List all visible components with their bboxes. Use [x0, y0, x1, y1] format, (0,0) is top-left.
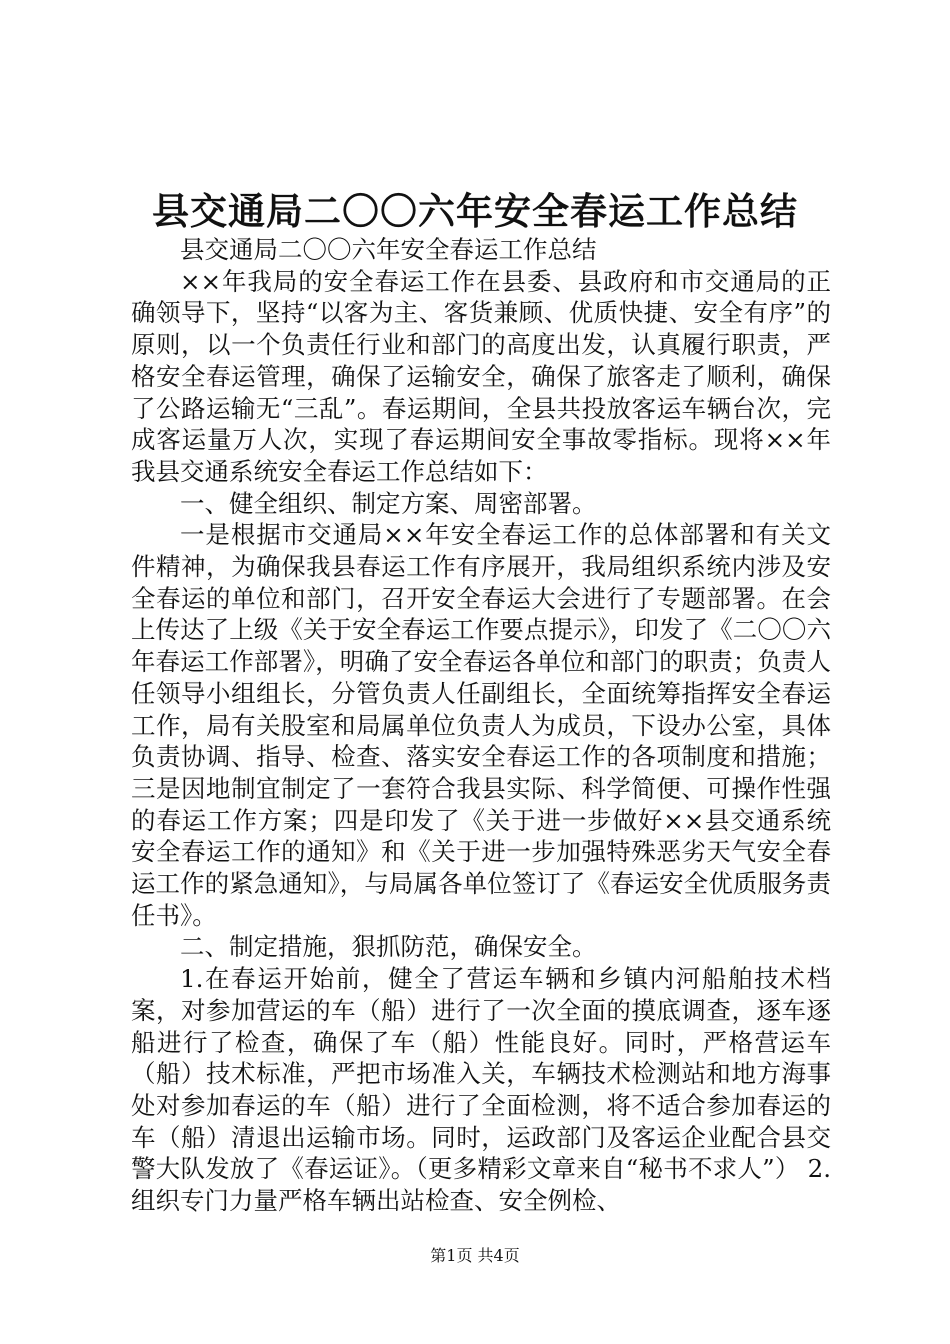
section-heading-1: 一、健全组织、制定方案、周密部署。: [180, 488, 597, 518]
paragraph-intro: ××年我局的安全春运工作在县委、县政府和市交通局的正确领导下，坚持“以客为主、客货兼顾、优质快捷、安全有序”的原则，以一个负责任行业和部门的高度出发，认真履行职责，严格安全春运管理，确保了运输安全，确保了旅客走了顺利，确保了公路运输无“三乱”。春运期间，全县共投放客运车辆台次，完成客运量万人次，实现了春运期间安全事故零指标。现将××年我县交通系统安全春运工作总结如下：: [131, 266, 831, 486]
section-heading-2: 二、制定措施，狠抓防范，确保安全。: [180, 932, 597, 962]
paragraph-subtitle: 县交通局二〇〇六年安全春运工作总结: [180, 235, 597, 264]
document-title: 县交通局二〇〇六年安全春运工作总结: [152, 189, 798, 233]
page-number-footer: 第1页 共4页: [430, 1246, 520, 1265]
document-body: [131, 234, 831, 1217]
paragraph-section-1: 一是根据市交通局××年安全春运工作的总体部署和有关文件精神，为确保我县春运工作有序展开，我局组织系统内涉及安全春运的单位和部门，召开安全春运大会进行了专题部署。在会上传达了上级《关于安全春运工作要点提示》，印发了《二〇〇六年春运工作部署》，明确了安全春运各单位和部门的职责；负责人任领导小组组长，分管负责人任副组长，全面统筹指挥安全春运工作，局有关股室和局属单位负责人为成员，下设办公室，具体负责协调、指导、检查、落实安全春运工作的各项制度和措施；三是因地制宜制定了一套符合我县实际、科学简便、可操作性强的春运工作方案；四是印发了《关于进一步做好××县交通系统安全春运工作的通知》和《关于进一步加强特殊恶劣天气安全春运工作的紧急通知》，与局属各单位签订了《春运安全优质服务责任书》。: [131, 520, 831, 930]
paragraph-section-2: 1.在春运开始前，健全了营运车辆和乡镇内河船舶技术档案，对参加营运的车（船）进行了一次全面的摸底调查，逐车逐船进行了检查，确保了车（船）性能良好。同时，严格营运车（船）技术标准，严把市场准入关，车辆技术检测站和地方海事处对参加春运的车（船）进行了全面检测，将不适合参加春运的车（船）清退出运输市场。同时，运政部门及客运企业配合县交警大队发放了《春运证》。（更多精彩文章来自“秘书不求人”） 2.组织专门力量严格车辆出站检查、安全例检、: [131, 964, 831, 1216]
